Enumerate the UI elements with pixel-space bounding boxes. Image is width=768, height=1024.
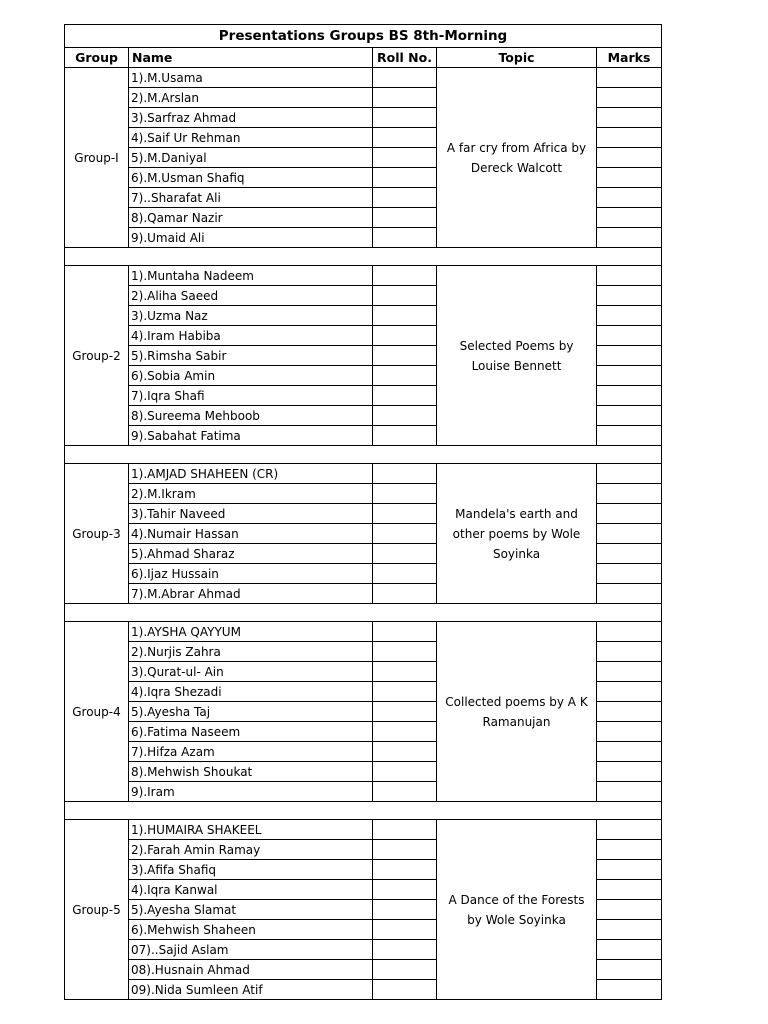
marks-cell[interactable] bbox=[597, 426, 662, 446]
marks-cell[interactable] bbox=[597, 762, 662, 782]
roll-no-cell[interactable] bbox=[373, 108, 437, 128]
marks-cell[interactable] bbox=[597, 622, 662, 642]
member-name: 7).M.Abrar Ahmad bbox=[129, 584, 373, 604]
roll-no-cell[interactable] bbox=[373, 622, 437, 642]
marks-cell[interactable] bbox=[597, 584, 662, 604]
member-name: 2).Aliha Saeed bbox=[129, 286, 373, 306]
member-name: 2).M.Ikram bbox=[129, 484, 373, 504]
marks-cell[interactable] bbox=[597, 366, 662, 386]
marks-cell[interactable] bbox=[597, 148, 662, 168]
marks-cell[interactable] bbox=[597, 642, 662, 662]
member-name: 8).Mehwish Shoukat bbox=[129, 762, 373, 782]
group-topic: Selected Poems by Louise Bennett bbox=[437, 266, 597, 446]
member-name: 5).Rimsha Sabir bbox=[129, 346, 373, 366]
marks-cell[interactable] bbox=[597, 406, 662, 426]
marks-cell[interactable] bbox=[597, 386, 662, 406]
marks-cell[interactable] bbox=[597, 840, 662, 860]
spacer-row bbox=[65, 446, 662, 464]
member-name: 1).HUMAIRA SHAKEEL bbox=[129, 820, 373, 840]
member-name: 5).Ahmad Sharaz bbox=[129, 544, 373, 564]
member-name: 4).Iram Habiba bbox=[129, 326, 373, 346]
marks-cell[interactable] bbox=[597, 188, 662, 208]
spacer-row bbox=[65, 802, 662, 820]
roll-no-cell[interactable] bbox=[373, 68, 437, 88]
marks-cell[interactable] bbox=[597, 544, 662, 564]
roll-no-cell[interactable] bbox=[373, 702, 437, 722]
sheet-title: Presentations Groups BS 8th-Morning bbox=[65, 25, 662, 48]
member-name: 2).M.Arslan bbox=[129, 88, 373, 108]
member-name: 08).Husnain Ahmad bbox=[129, 960, 373, 980]
marks-cell[interactable] bbox=[597, 228, 662, 248]
roll-no-cell[interactable] bbox=[373, 940, 437, 960]
member-name: 8).Qamar Nazir bbox=[129, 208, 373, 228]
roll-no-cell[interactable] bbox=[373, 188, 437, 208]
marks-cell[interactable] bbox=[597, 128, 662, 148]
member-name: 6).Fatima Naseem bbox=[129, 722, 373, 742]
roll-no-cell[interactable] bbox=[373, 426, 437, 446]
roll-no-cell[interactable] bbox=[373, 920, 437, 940]
marks-cell[interactable] bbox=[597, 68, 662, 88]
roll-no-cell[interactable] bbox=[373, 544, 437, 564]
member-name: 1).Muntaha Nadeem bbox=[129, 266, 373, 286]
marks-cell[interactable] bbox=[597, 742, 662, 762]
roll-no-cell[interactable] bbox=[373, 820, 437, 840]
spacer-row bbox=[65, 604, 662, 622]
member-name: 2).Farah Amin Ramay bbox=[129, 840, 373, 860]
marks-cell[interactable] bbox=[597, 346, 662, 366]
member-name: 4).Iqra Shezadi bbox=[129, 682, 373, 702]
member-name: 9).Umaid Ali bbox=[129, 228, 373, 248]
roll-no-cell[interactable] bbox=[373, 504, 437, 524]
roll-no-cell[interactable] bbox=[373, 642, 437, 662]
roll-no-cell[interactable] bbox=[373, 782, 437, 802]
group-label: Group-I bbox=[65, 68, 129, 248]
marks-cell[interactable] bbox=[597, 564, 662, 584]
group-topic: Mandela's earth and other poems by Wole Soyinka bbox=[437, 464, 597, 604]
marks-cell[interactable] bbox=[597, 980, 662, 1000]
roll-no-cell[interactable] bbox=[373, 880, 437, 900]
roll-no-cell[interactable] bbox=[373, 564, 437, 584]
spacer-cell bbox=[65, 604, 662, 622]
header-topic: Topic bbox=[437, 48, 597, 68]
marks-cell[interactable] bbox=[597, 108, 662, 128]
member-name: 3).Afifa Shafiq bbox=[129, 860, 373, 880]
roll-no-cell[interactable] bbox=[373, 266, 437, 286]
marks-cell[interactable] bbox=[597, 168, 662, 188]
roll-no-cell[interactable] bbox=[373, 366, 437, 386]
marks-cell[interactable] bbox=[597, 208, 662, 228]
marks-cell[interactable] bbox=[597, 266, 662, 286]
group-label: Group-3 bbox=[65, 464, 129, 604]
title-row bbox=[65, 25, 662, 48]
roll-no-cell[interactable] bbox=[373, 722, 437, 742]
member-name: 6).Ijaz Hussain bbox=[129, 564, 373, 584]
member-name: 09).Nida Sumleen Atif bbox=[129, 980, 373, 1000]
roll-no-cell[interactable] bbox=[373, 168, 437, 188]
member-name: 1).AMJAD SHAHEEN (CR) bbox=[129, 464, 373, 484]
roll-no-cell[interactable] bbox=[373, 484, 437, 504]
marks-cell[interactable] bbox=[597, 326, 662, 346]
member-name: 3).Uzma Naz bbox=[129, 306, 373, 326]
header-name: Name bbox=[129, 48, 373, 68]
roll-no-cell[interactable] bbox=[373, 900, 437, 920]
member-name: 3).Qurat-ul- Ain bbox=[129, 662, 373, 682]
marks-cell[interactable] bbox=[597, 900, 662, 920]
roll-no-cell[interactable] bbox=[373, 406, 437, 426]
member-name: 1).AYSHA QAYYUM bbox=[129, 622, 373, 642]
presentation-groups-table bbox=[64, 24, 662, 1000]
roll-no-cell[interactable] bbox=[373, 346, 437, 366]
table-row bbox=[65, 622, 662, 642]
marks-cell[interactable] bbox=[597, 722, 662, 742]
member-name: 5).M.Daniyal bbox=[129, 148, 373, 168]
member-name: 8).Sureema Mehboob bbox=[129, 406, 373, 426]
roll-no-cell[interactable] bbox=[373, 682, 437, 702]
table-row bbox=[65, 820, 662, 840]
group-label: Group-5 bbox=[65, 820, 129, 1000]
table-row bbox=[65, 464, 662, 484]
marks-cell[interactable] bbox=[597, 524, 662, 544]
roll-no-cell[interactable] bbox=[373, 742, 437, 762]
member-name: 3).Sarfraz Ahmad bbox=[129, 108, 373, 128]
member-name: 7).Iqra Shafi bbox=[129, 386, 373, 406]
group-topic: A Dance of the Forests by Wole Soyinka bbox=[437, 820, 597, 1000]
spacer-cell bbox=[65, 802, 662, 820]
member-name: 5).Ayesha Taj bbox=[129, 702, 373, 722]
roll-no-cell[interactable] bbox=[373, 148, 437, 168]
roll-no-cell[interactable] bbox=[373, 286, 437, 306]
marks-cell[interactable] bbox=[597, 88, 662, 108]
marks-cell[interactable] bbox=[597, 940, 662, 960]
roll-no-cell[interactable] bbox=[373, 840, 437, 860]
roll-no-cell[interactable] bbox=[373, 584, 437, 604]
spacer-cell bbox=[65, 446, 662, 464]
table-row bbox=[65, 68, 662, 88]
member-name: 6).M.Usman Shafiq bbox=[129, 168, 373, 188]
marks-cell[interactable] bbox=[597, 702, 662, 722]
marks-cell[interactable] bbox=[597, 464, 662, 484]
header-group: Group bbox=[65, 48, 129, 68]
marks-cell[interactable] bbox=[597, 682, 662, 702]
member-name: 9).Sabahat Fatima bbox=[129, 426, 373, 446]
group-topic: A far cry from Africa by Dereck Walcott bbox=[437, 68, 597, 248]
member-name: 07)..Sajid Aslam bbox=[129, 940, 373, 960]
marks-cell[interactable] bbox=[597, 504, 662, 524]
member-name: 2).Nurjis Zahra bbox=[129, 642, 373, 662]
marks-cell[interactable] bbox=[597, 662, 662, 682]
marks-cell[interactable] bbox=[597, 306, 662, 326]
group-label: Group-4 bbox=[65, 622, 129, 802]
marks-cell[interactable] bbox=[597, 484, 662, 504]
member-name: 1).M.Usama bbox=[129, 68, 373, 88]
member-name: 7).Hifza Azam bbox=[129, 742, 373, 762]
member-name: 4).Iqra Kanwal bbox=[129, 880, 373, 900]
spacer-row bbox=[65, 248, 662, 266]
group-topic: Collected poems by A K Ramanujan bbox=[437, 622, 597, 802]
member-name: 4).Numair Hassan bbox=[129, 524, 373, 544]
marks-cell[interactable] bbox=[597, 920, 662, 940]
marks-cell[interactable] bbox=[597, 820, 662, 840]
marks-cell[interactable] bbox=[597, 782, 662, 802]
spacer-cell bbox=[65, 248, 662, 266]
header-row bbox=[65, 48, 662, 68]
roll-no-cell[interactable] bbox=[373, 762, 437, 782]
marks-cell[interactable] bbox=[597, 960, 662, 980]
roll-no-cell[interactable] bbox=[373, 960, 437, 980]
roll-no-cell[interactable] bbox=[373, 386, 437, 406]
roll-no-cell[interactable] bbox=[373, 464, 437, 484]
roll-no-cell[interactable] bbox=[373, 228, 437, 248]
roll-no-cell[interactable] bbox=[373, 662, 437, 682]
marks-cell[interactable] bbox=[597, 286, 662, 306]
marks-cell[interactable] bbox=[597, 860, 662, 880]
sheet-body bbox=[65, 68, 662, 1000]
roll-no-cell[interactable] bbox=[373, 860, 437, 880]
roll-no-cell[interactable] bbox=[373, 524, 437, 544]
member-name: 6).Mehwish Shaheen bbox=[129, 920, 373, 940]
roll-no-cell[interactable] bbox=[373, 326, 437, 346]
roll-no-cell[interactable] bbox=[373, 128, 437, 148]
member-name: 4).Saif Ur Rehman bbox=[129, 128, 373, 148]
member-name: 5).Ayesha Slamat bbox=[129, 900, 373, 920]
roll-no-cell[interactable] bbox=[373, 306, 437, 326]
marks-cell[interactable] bbox=[597, 880, 662, 900]
header-marks: Marks bbox=[597, 48, 662, 68]
roll-no-cell[interactable] bbox=[373, 208, 437, 228]
roll-no-cell[interactable] bbox=[373, 88, 437, 108]
group-label: Group-2 bbox=[65, 266, 129, 446]
table-row bbox=[65, 266, 662, 286]
member-name: 9).Iram bbox=[129, 782, 373, 802]
member-name: 6).Sobia Amin bbox=[129, 366, 373, 386]
roll-no-cell[interactable] bbox=[373, 980, 437, 1000]
member-name: 7)..Sharafat Ali bbox=[129, 188, 373, 208]
header-roll-no: Roll No. bbox=[373, 48, 437, 68]
member-name: 3).Tahir Naveed bbox=[129, 504, 373, 524]
